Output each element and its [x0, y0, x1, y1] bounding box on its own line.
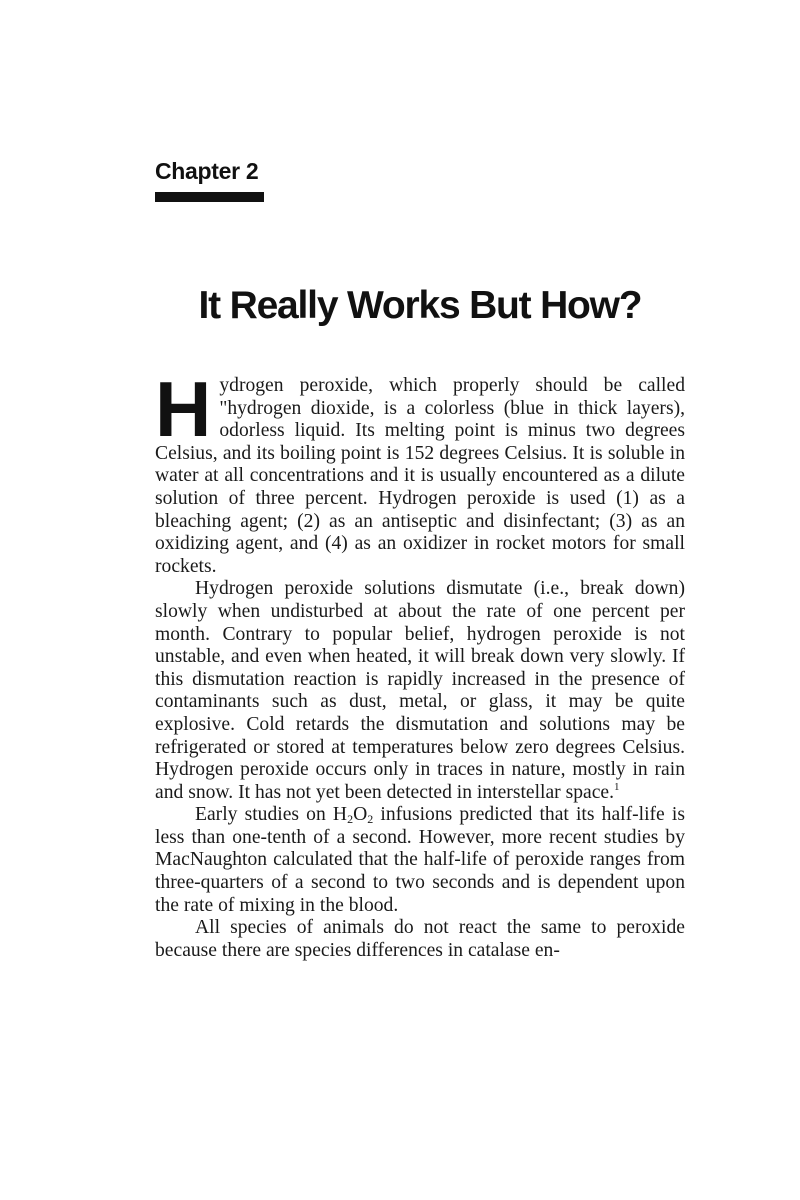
- chapter-rule: [155, 192, 264, 202]
- chapter-title: It Really Works But How?: [198, 284, 642, 327]
- drop-cap: H: [155, 365, 212, 453]
- footnote-marker: 1: [614, 780, 620, 793]
- subscript-1: 2: [347, 812, 354, 827]
- chapter-label: Chapter 2: [155, 158, 259, 184]
- paragraph-3-lead: Early studies on H: [195, 804, 348, 826]
- paragraph-4: [155, 917, 685, 962]
- paragraph-1-text: ydrogen peroxide, which properly should be called "hydrogen dioxide, is a colorless (blue in thick layers), odorless liquid. Its melting point is minus two degrees Celsius, and its boiling point is 152 degrees Celsius. It is soluble in water at all concentrations and it is usually encountered as a dilute solution of three percent. Hydrogen peroxide is used (1) as a bleaching agent; (2) as an antiseptic and disinfectant; (3) as an oxidizing agent, and (4) as an oxidizer in rocket motors for small rockets.: [155, 375, 685, 577]
- paragraph-2: [155, 578, 685, 804]
- paragraph-3-rest: infusions predicted that its half-life is less than one-tenth of a second. However, more recent studies by MacNaughton calculated that the half-life of peroxide ranges from three-quarters of a second to two seconds and is dependent upon the rate of mixing in the blood.: [155, 804, 685, 916]
- paragraph-3-mid: O: [353, 804, 368, 826]
- paragraph-4-text: All species of animals do not react the same to peroxide because there are species differences in catalase en-: [155, 917, 685, 961]
- subscript-2: 2: [367, 812, 374, 827]
- paragraph-1: [155, 365, 685, 578]
- paragraph-3: [155, 804, 685, 917]
- body-text: [155, 365, 685, 962]
- paragraph-2-text: Hydrogen peroxide solutions dismutate (i.e., break down) slowly when undisturbed at about the rate of one percent per month. Contrary to popular belief, hydrogen peroxide is not unstable, and even when heated, it will break down very slowly. If this dismutation reaction is rapidly increased in the presence of contaminants such as dust, metal, or glass, it may be quite explosive. Cold retards the dismutation and solutions may be refrigerated or stored at temperatures below zero degrees Celsius. Hydrogen peroxide occurs only in traces in nature, mostly in rain and snow. It has not yet been detected in interstellar space.: [155, 578, 685, 803]
